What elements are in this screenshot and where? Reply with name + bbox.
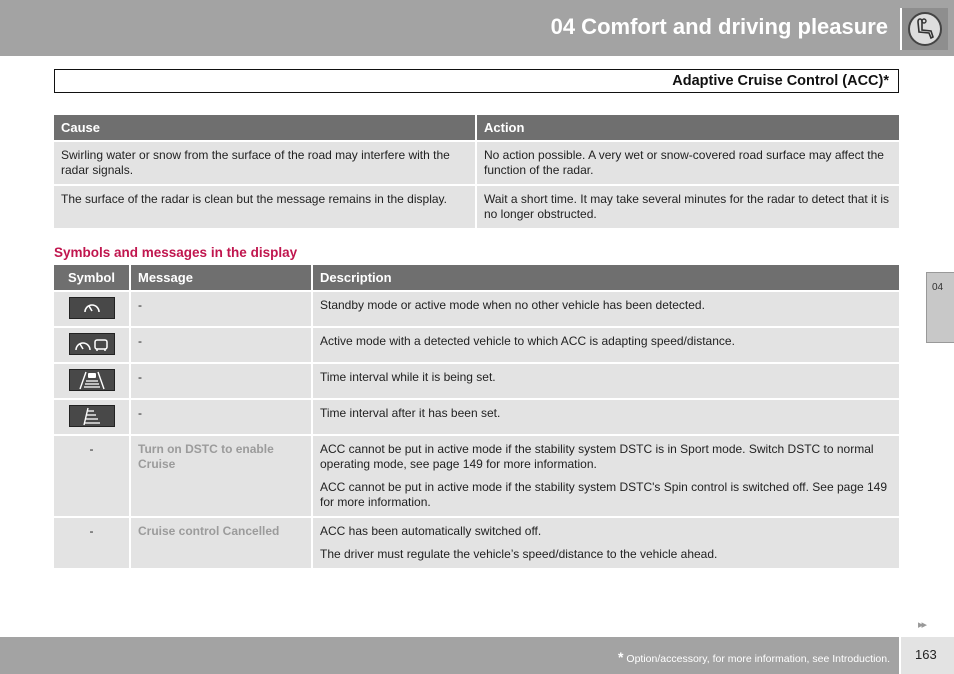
message-cell: -: [131, 326, 313, 362]
column-header-cause: Cause: [54, 115, 477, 140]
symbol-cell: -: [54, 516, 131, 568]
symbols-messages-table: [54, 265, 899, 568]
symbol-cell: [54, 290, 131, 326]
double-chevron-right-icon: ▸▸: [918, 619, 926, 631]
action-cell: No action possible. A very wet or snow-covered road surface may affect the function of the radar.: [477, 140, 899, 184]
table-row: [54, 516, 899, 568]
symbol-cell: [54, 326, 131, 362]
table-header-row: [54, 115, 899, 140]
message-cell: -: [131, 362, 313, 398]
page-number: 163: [915, 647, 937, 662]
acc-active-vehicle-detected-icon: [69, 333, 115, 355]
table-row: [54, 184, 899, 228]
seat-icon: [908, 12, 942, 46]
description-cell: Time interval while it is being set.: [313, 362, 899, 398]
action-cell: Wait a short time. It may take several minutes for the radar to detect that it is no longer obstructed.: [477, 184, 899, 228]
chapter-side-tab-label: 04: [932, 282, 944, 293]
table-row: [54, 362, 899, 398]
description-cell: Time interval after it has been set.: [313, 398, 899, 434]
cause-cell: The surface of the radar is clean but the message remains in the display.: [54, 184, 477, 228]
cause-action-table: [54, 115, 899, 228]
table-row: [54, 326, 899, 362]
table-row: [54, 398, 899, 434]
table-row: [54, 290, 899, 326]
description-paragraph: ACC cannot be put in active mode if the stability system DSTC is in Sport mode. Switch DSTC to normal operating mode, see page 149 for more information.: [320, 442, 874, 471]
chapter-side-tab: [926, 272, 954, 343]
section-title-box: [54, 69, 899, 93]
footer-bar: [0, 637, 954, 674]
column-header-message: Message: [131, 265, 313, 290]
footnote-star: *: [618, 649, 624, 665]
cause-cell: Swirling water or snow from the surface of the road may interfere with the radar signals.: [54, 140, 477, 184]
symbol-cell: [54, 362, 131, 398]
message-cell: Turn on DSTC to enable Cruise: [131, 434, 313, 516]
description-cell: Active mode with a detected vehicle to which ACC is adapting speed/distance.: [313, 326, 899, 362]
message-cell: -: [131, 398, 313, 434]
description-cell: [313, 516, 899, 568]
chapter-header-bar: [0, 0, 954, 56]
table-row: [54, 140, 899, 184]
footnote: [618, 649, 890, 665]
chapter-title: 04 Comfort and driving pleasure: [550, 14, 888, 39]
description-paragraph: ACC has been automatically switched off.: [320, 524, 542, 538]
message-cell: -: [131, 290, 313, 326]
footnote-text: Option/accessory, for more information, see Introduction.: [626, 653, 890, 665]
symbol-cell: [54, 398, 131, 434]
acc-standby-speedometer-icon: [69, 297, 115, 319]
description-paragraph: The driver must regulate the vehicle’s speed/distance to the vehicle ahead.: [320, 547, 718, 561]
page-number-box: [899, 637, 954, 674]
message-cell: Cruise control Cancelled: [131, 516, 313, 568]
section-title: Adaptive Cruise Control (ACC)*: [672, 73, 889, 89]
table-header-row: [54, 265, 899, 290]
chapter-icon-box: [900, 8, 948, 50]
description-cell: [313, 434, 899, 516]
description-cell: Standby mode or active mode when no other vehicle has been detected.: [313, 290, 899, 326]
column-header-symbol: Symbol: [54, 265, 131, 290]
acc-time-interval-setting-icon: [69, 369, 115, 391]
acc-time-interval-set-icon: [69, 405, 115, 427]
symbols-heading: Symbols and messages in the display: [54, 245, 298, 260]
column-header-action: Action: [477, 115, 899, 140]
column-header-description: Description: [313, 265, 899, 290]
table-row: [54, 434, 899, 516]
description-paragraph: ACC cannot be put in active mode if the stability system DSTC's Spin control is switched off. See page 149 for more information.: [320, 480, 888, 509]
symbol-cell: -: [54, 434, 131, 516]
